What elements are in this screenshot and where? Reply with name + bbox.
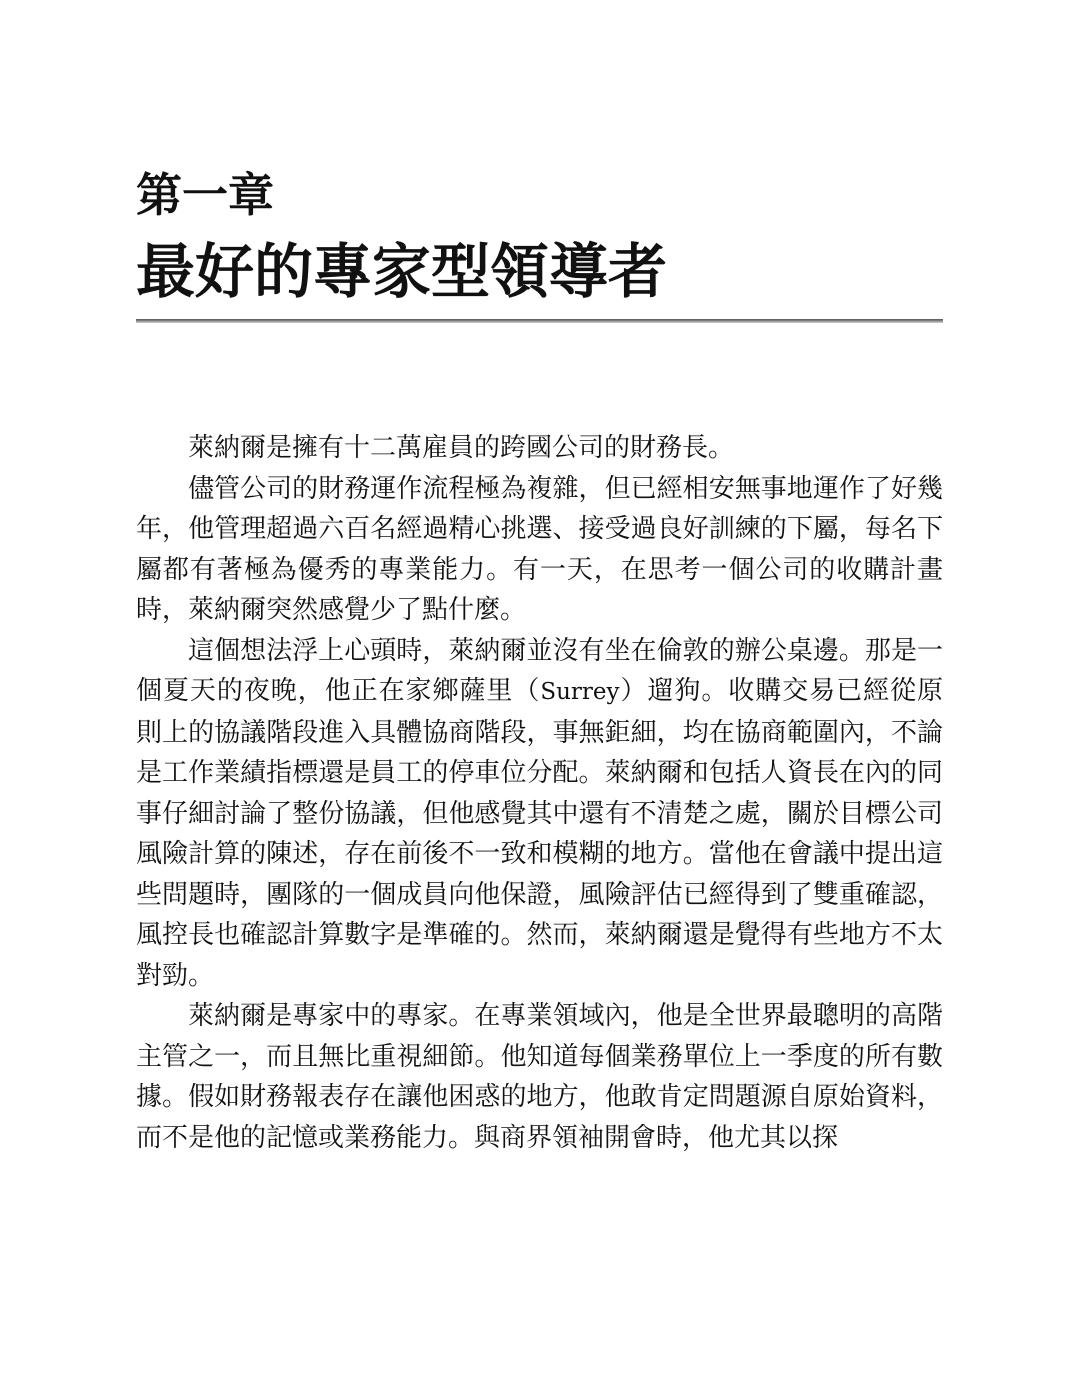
chapter-title: 最好的專家型領導者	[136, 237, 668, 306]
paragraph: 萊納爾是擁有十二萬雇員的跨國公司的財務長。	[188, 433, 735, 463]
paragraph	[136, 631, 943, 997]
paragraph-text: ）遛狗。收購交易已經從原則上的協議階段進入具體協商階段，事無鉅細，均在協商範圍內，不論是工作業績指標還是員工的停車位分配。萊納爾和包括人資長在內的同事仔細討論了整份協議，但他感覺其中還有不清楚之處，關於目標公司風險計算的陳述，存在前後不一致和模糊的地方。當他在會議中提出這些問題時，團隊的一個成員向他保證，風險評估已經得到了雙重確認，風控長也確認計算數字是準確的。然而，萊納爾還是覺得有些地方不太對勁。	[136, 676, 943, 991]
chapter-number: 第一章	[136, 168, 274, 222]
paragraph: 萊納爾是專家中的專家。在專業領域內，他是全世界最聰明的高階主管之一，而且無比重視細節。他知道每個業務單位上一季度的所有數據。假如財務報表存在讓他困惑的地方，他敢肯定問題源自原始資料，而不是他的記憶或業務能力。與商界領袖開會時，他尤其以探	[136, 1001, 943, 1153]
place-name-latin: Surrey	[540, 679, 620, 705]
title-divider	[136, 319, 943, 323]
paragraph-text: 這個想法浮上心頭時，萊納爾並沒有坐在倫敦的辦公桌邊。那是一個夏天的夜晚，他正在家鄉薩里（	[136, 635, 943, 706]
paragraph: 儘管公司的財務運作流程極為複雜，但已經相安無事地運作了好幾年，他管理超過六百名經過精心挑選、接受過良好訓練的下屬，每名下屬都有著極為優秀的專業能力。有一天，在思考一個公司的收購計畫時，萊納爾突然感覺少了點什麼。	[136, 473, 943, 625]
body-text	[136, 428, 943, 1158]
